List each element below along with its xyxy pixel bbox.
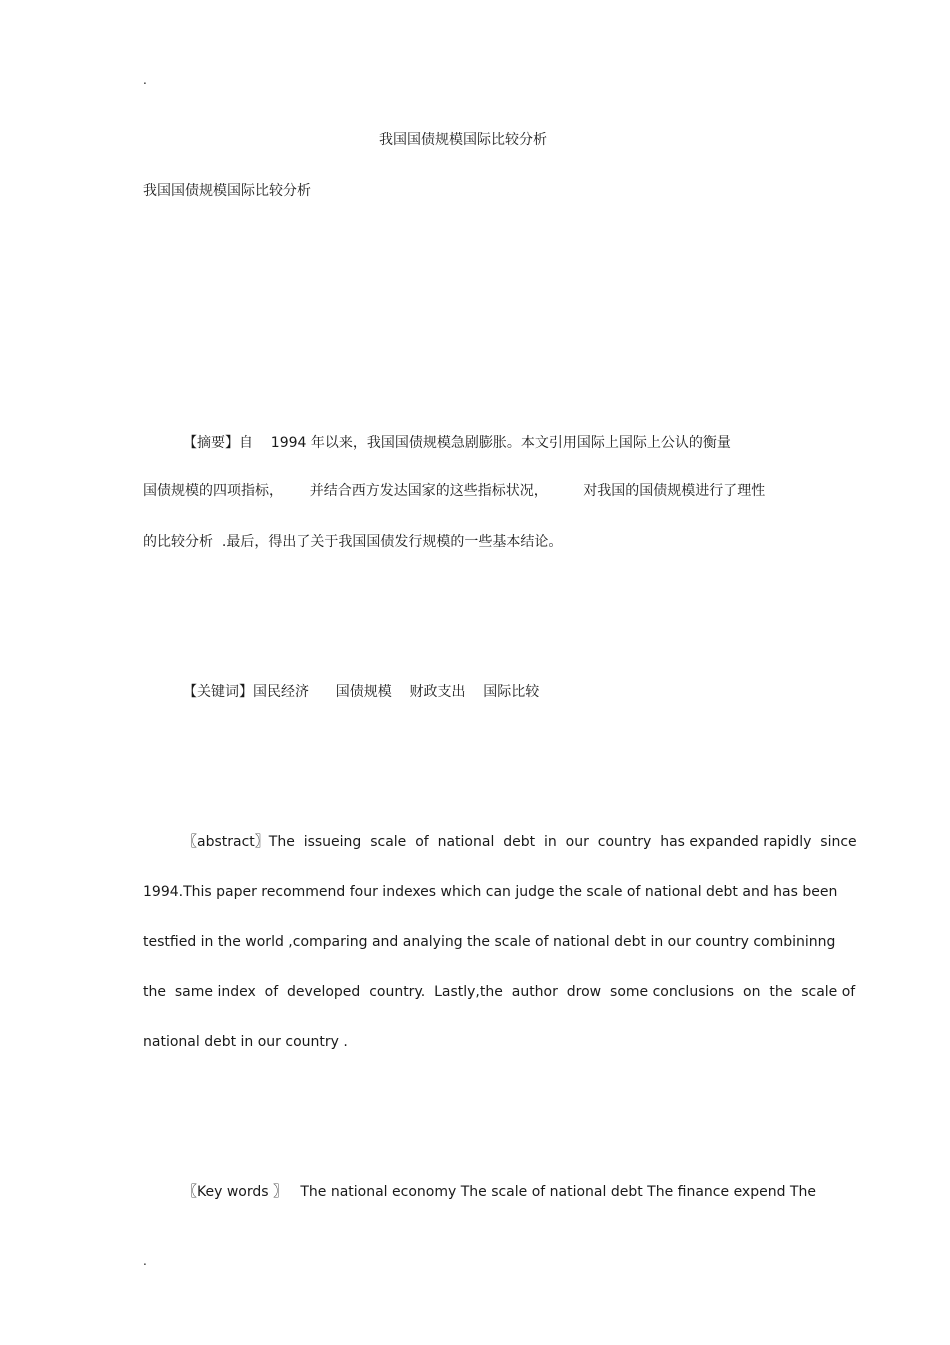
footer-marker: . [143, 1254, 147, 1268]
abstract-cn-line-1: 【摘要】自 1994 年以来，我国国债规模急剧膨胀。本文引用国际上国际上公认的衡量 [183, 435, 731, 451]
abstract-cn-line-2: 国债规模的四项指标， 并结合西方发达国家的这些指标状况， 对我国的国债规模进行了理性 [143, 483, 766, 499]
subtitle: 我国国债规模国际比较分析 [143, 183, 311, 199]
abstract-en-line-2: 1994.This paper recommend four indexes which can judge the scale of national debt and has been [143, 884, 838, 900]
abstract-en-line-4: the same index of developed country. Lastly,the author drow some conclusions on the scale of [143, 984, 856, 1000]
abstract-cn-line-3: 的比较分析 .最后，得出了关于我国国债发行规模的一些基本结论。 [143, 534, 563, 550]
centered-title: 我国国债规模国际比较分析 [379, 132, 547, 148]
abstract-en-line-1: 〖abstract〗The issueing scale of national debt in our country has expanded rapidly since [183, 834, 857, 850]
header-marker: . [143, 73, 147, 87]
keywords-cn: 【关键词】国民经济 国债规模 财政支出 国际比较 [183, 684, 540, 700]
abstract-en-line-3: testfied in the world ,comparing and analying the scale of national debt in our country combininng [143, 934, 836, 950]
keywords-en: 〖Key words 〗 The national economy The scale of national debt The finance expend The [183, 1184, 816, 1200]
abstract-en-line-5: national debt in our country . [143, 1034, 348, 1050]
